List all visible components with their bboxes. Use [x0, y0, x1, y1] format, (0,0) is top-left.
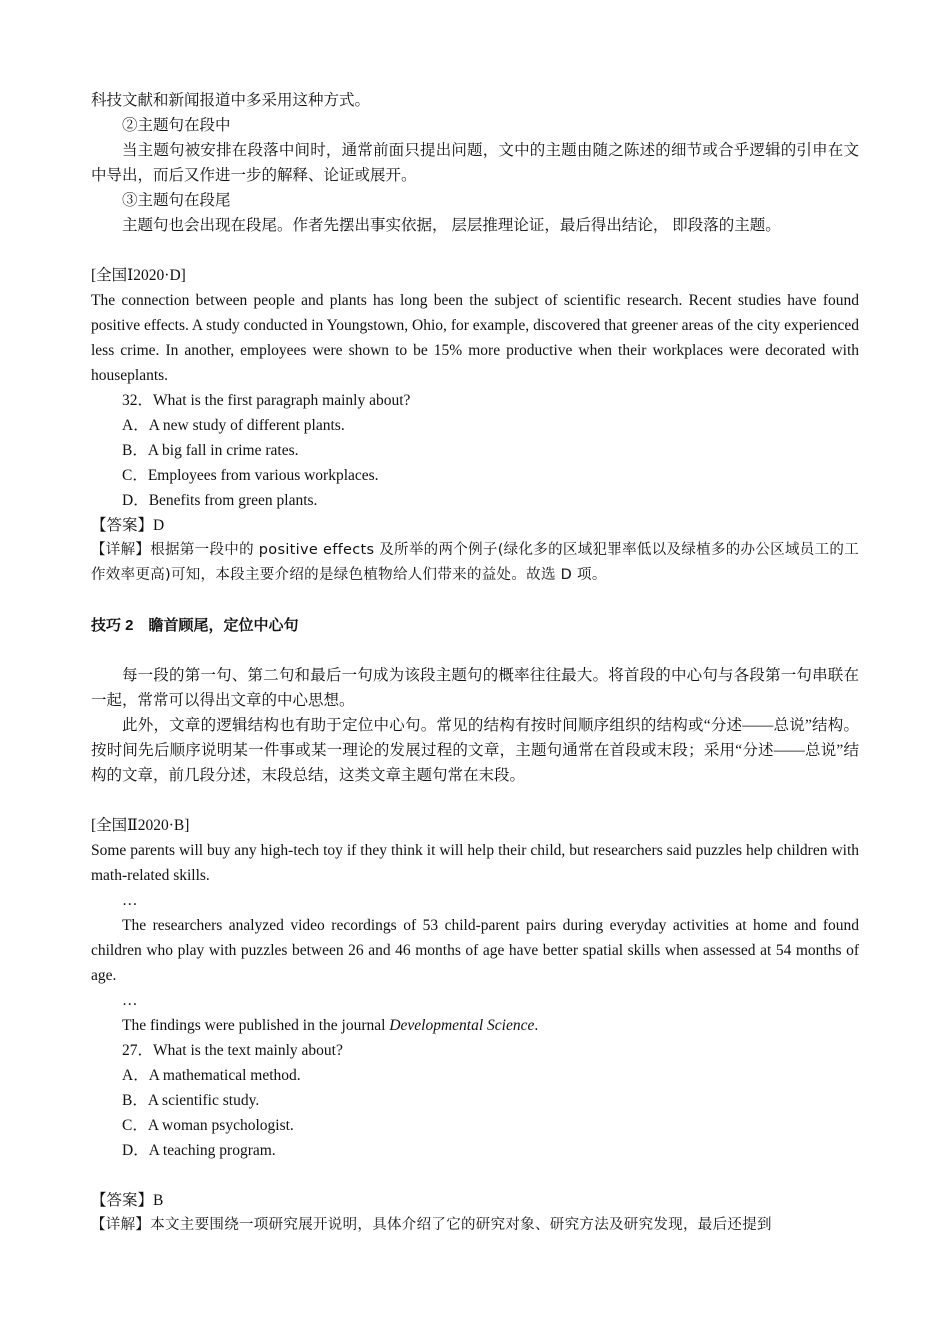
tip2-para1: 每一段的第一句、第二句和最后一句成为该段主题句的概率往往最大。将首段的中心句与各段第一句串联在一起，常常可以得出文章的中心思想。 — [91, 667, 859, 709]
spacer — [91, 788, 859, 813]
q1-option-b: B．A big fall in crime rates. — [122, 442, 299, 459]
q2-ellipsis1: … — [122, 892, 138, 909]
q2-explain-label: 【详解】 — [91, 1217, 151, 1233]
q2-answer-value: B — [153, 1192, 164, 1209]
q2-passage3-pre: The findings were published in the journal — [122, 1017, 390, 1034]
q1-answer-value: D — [153, 517, 165, 534]
q2-answer-label: 【答案】 — [91, 1192, 154, 1209]
q2-passage1: Some parents will buy any high-tech toy if they think it will help their child, but researchers said puzzles help children with math-related skills. — [91, 842, 859, 884]
spacer — [91, 638, 859, 663]
intro-line: 科技文献和新闻报道中多采用这种方式。 — [91, 92, 371, 109]
q2-passage2: The researchers analyzed video recordings of 53 child-parent pairs during everyday activities at home and found children who play with puzzles between 26 and 46 months of age have better spatial skills when assessed at 54 months of age. — [91, 917, 859, 984]
q2-option-d: D．A teaching program. — [122, 1142, 276, 1159]
spacer — [91, 588, 859, 613]
q2-explanation — [91, 1213, 859, 1238]
tip2-para2: 此外，文章的逻辑结构也有助于定位中心句。常见的结构有按时间顺序组织的结构或“分述——总说”结构。按时间先后顺序说明某一件事或某一理论的发展过程的文章，主题句通常在首段或末段；采用“分述——总说”结构的文章，前几段分述，末段总结，这类文章主题句常在末段。 — [91, 717, 859, 784]
q1-explain-label: 【详解】 — [91, 542, 151, 558]
q2-passage3-post: . — [534, 1017, 539, 1034]
q1-source: [全国Ⅰ2020·D] — [91, 267, 186, 284]
q1-answer-label: 【答案】 — [91, 517, 154, 534]
q2-question: 27．What is the text mainly about? — [122, 1042, 343, 1059]
q1-explanation — [91, 538, 859, 588]
item2-title: ②主题句在段中 — [122, 117, 231, 134]
q1-question: 32．What is the first paragraph mainly about? — [122, 392, 411, 409]
q2-answer — [91, 1188, 859, 1213]
q1-option-a: A．A new study of different plants. — [122, 417, 345, 434]
item2-body: 当主题句被安排在段落中间时，通常前面只提出问题，文中的主题由随之陈述的细节或合乎逻辑的引申在文中导出，而后又作进一步的解释、论证或展开。 — [91, 142, 859, 184]
q2-ellipsis2: … — [122, 992, 138, 1009]
spacer — [91, 1163, 859, 1188]
q2-passage3 — [91, 1013, 859, 1038]
q1-option-d: D．Benefits from green plants. — [122, 492, 318, 509]
q2-option-a: A．A mathematical method. — [122, 1067, 301, 1084]
q2-option-b: B．A scientific study. — [122, 1092, 260, 1109]
q2-option-c: C．A woman psychologist. — [122, 1117, 294, 1134]
q2-source: [全国Ⅱ2020·B] — [91, 817, 190, 834]
q1-explain-text: 根据第一段中的 positive effects 及所举的两个例子(绿化多的区域犯罪率低以及绿植多的办公区域员工的工作效率更高)可知，本段主要介绍的是绿色植物给人们带来的益处。故选 D 项。 — [91, 542, 859, 583]
q2-explain-text: 本文主要围绕一项研究展开说明，具体介绍了它的研究对象、研究方法及研究发现，最后还提到 — [150, 1217, 772, 1233]
item3-title: ③主题句在段尾 — [122, 192, 231, 209]
item3-body: 主题句也会出现在段尾。作者先摆出事实依据， 层层推理论证，最后得出结论， 即段落的主题。 — [122, 217, 781, 234]
journal-title: Developmental Science — [389, 1017, 535, 1034]
q1-option-c: C．Employees from various workplaces. — [122, 467, 379, 484]
spacer — [91, 238, 859, 263]
tip2-heading: 技巧 2 瞻首顾尾，定位中心句 — [91, 617, 299, 634]
q1-passage: The connection between people and plants has long been the subject of scientific research. Recent studies have found positive effects. A study conducted in Youngstown, Ohio, for example, discovered that greener areas of the city experienced less crime. In another, employees were shown to be 15% more productive when their workplaces were decorated with houseplants. — [91, 292, 859, 384]
q1-answer — [91, 513, 859, 538]
document-page — [91, 88, 859, 1238]
